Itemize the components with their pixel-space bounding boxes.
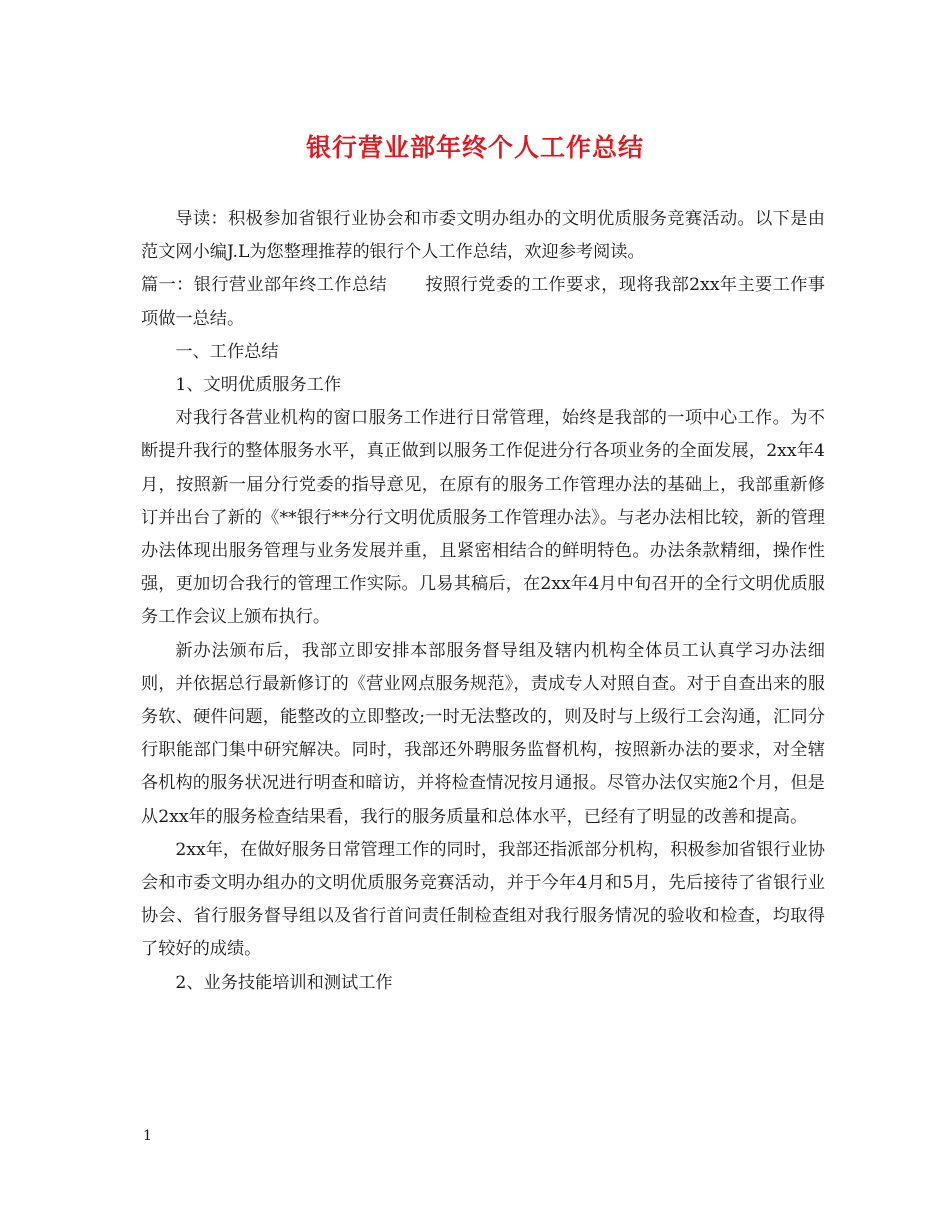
chapter-paragraph <box>141 269 825 335</box>
body-paragraph-1: 对我行各营业机构的窗口服务工作进行日常管理，始终是我部的一项中心工作。为不断提升我行的整体服务水平，真正做到以服务工作促进分行各项业务的全面发展，2xx年4月，按照新一届分行党委的指导意见，在原有的服务工作管理办法的基础上，我部重新修订并出台了新的《**银行**分行文明优质服务工作管理办法》。与老办法相比较，新的管理办法体现出服务管理与业务发展并重，且紧密相结合的鲜明特色。办法条款精细，操作性强，更加切合我行的管理工作实际。几易其稿后，在2xx年4月中旬召开的全行文明优质服务工作会议上颁布执行。 <box>141 408 825 628</box>
section-heading-work-summary: 一、工作总结 <box>175 341 279 362</box>
chapter-label: 篇一：银行营业部年终工作总结 <box>141 275 388 296</box>
body-paragraph-3: 2xx年，在做好服务日常管理工作的同时，我部还指派部分机构，积极参加省银行业协会和市委文明办组办的文明优质服务竞赛活动，并于今年4月和5月，先后接待了省银行业协会、省行服务督导组以及省行首问责任制检查组对我行服务情况的验收和检查，均取得了较好的成绩。 <box>141 839 825 960</box>
page-number: 1 <box>143 1128 152 1144</box>
document-title: 银行营业部年终个人工作总结 <box>305 133 644 162</box>
body-paragraph-2: 新办法颁布后，我部立即安排本部服务督导组及辖内机构全体员工认真学习办法细则，并依据总行最新修订的《营业网点服务规范》，责成专人对照自查。对于自查出来的服务软、硬件问题，能整改的立即整改;一时无法整改的，则及时与上级行工会沟通，汇同分行职能部门集中研究解决。同时，我部还外聘服务监督机构，按照新办法的要求，对全辖各机构的服务状况进行明查和暗访，并将检查情况按月通报。尽管办法仅实施2个月，但是从2xx年的服务检查结果看，我行的服务质量和总体水平，已经有了明显的改善和提高。 <box>141 640 825 827</box>
intro-paragraph: 导读：积极参加省银行业协会和市委文明办组办的文明优质服务竞赛活动。以下是由范文网小编J.L为您整理推荐的银行个人工作总结，欢迎参考阅读。 <box>141 209 825 263</box>
subsection-heading-training: 2、业务技能培训和测试工作 <box>175 972 393 993</box>
subsection-heading-service: 1、文明优质服务工作 <box>175 375 342 396</box>
chapter-text: 按照行党委的工作要求，现将我部2xx年主要工作事项做一总结。 <box>141 275 825 329</box>
document-body <box>141 203 825 1000</box>
